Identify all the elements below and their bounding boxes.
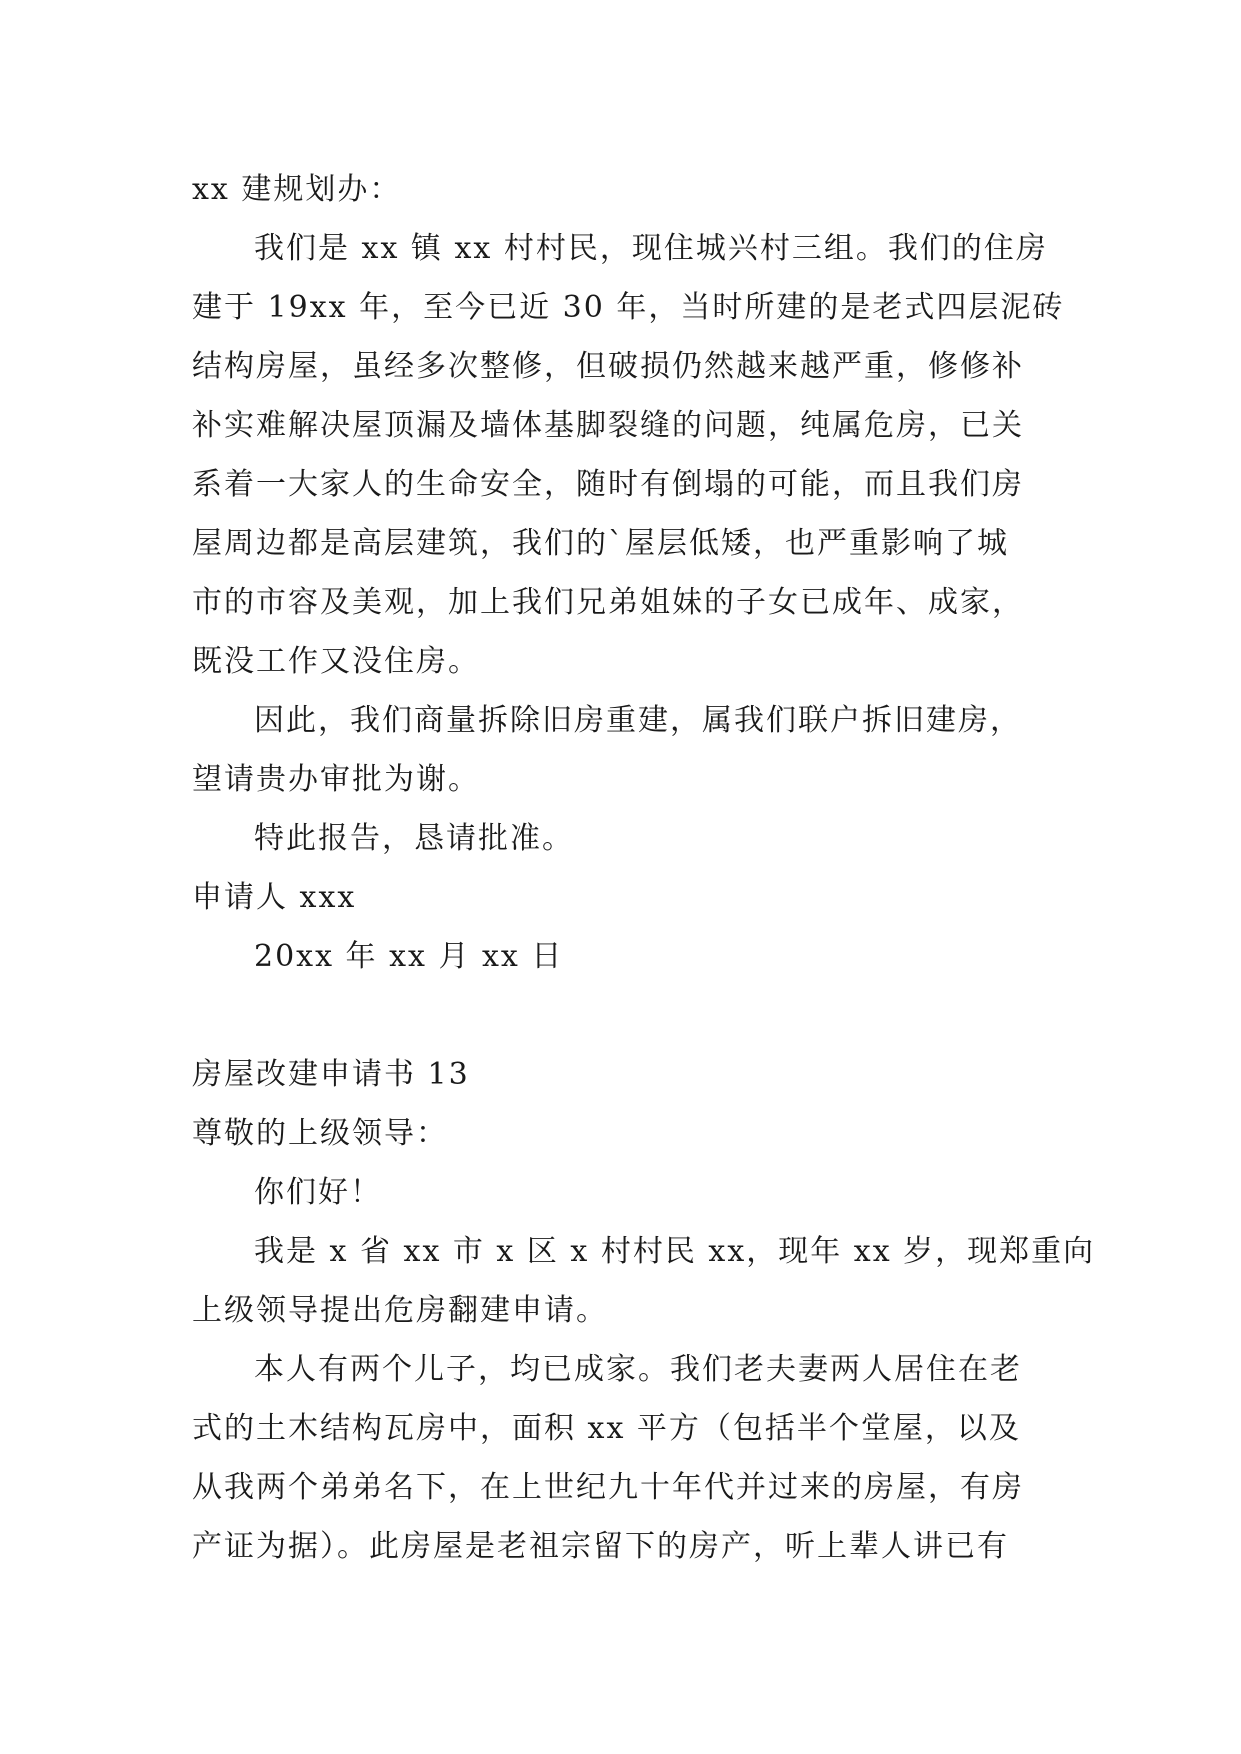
- letter2-p2-line: 产证为据）。此房屋是老祖宗留下的房产，听上辈人讲已有: [192, 1529, 1009, 1564]
- letter1-p1-line: 补实难解决屋顶漏及墙体基脚裂缝的问题，纯属危房，已关: [192, 408, 1024, 443]
- letter1-applicant: 申请人 xxx: [192, 880, 357, 915]
- letter1-p1-line: 结构房屋，虽经多次整修，但破损仍然越来越严重，修修补: [192, 349, 1024, 384]
- letter1-salutation: xx 建规划办：: [192, 172, 402, 207]
- letter2-greeting: 你们好！: [254, 1175, 382, 1210]
- letter2-title: 房屋改建申请书 13: [192, 1057, 470, 1092]
- letter2-p2-line: 本人有两个儿子，均已成家。我们老夫妻两人居住在老: [254, 1352, 1022, 1387]
- section-gap: [192, 986, 1072, 1045]
- letter2-salutation: 尊敬的上级领导：: [192, 1116, 448, 1151]
- letter2-p1-line: 我是 x 省 xx 市 x 区 x 村村民 xx，现年 xx 岁，现郑重向: [254, 1234, 1096, 1269]
- letter1-closing: 特此报告，恳请批准。: [254, 821, 574, 856]
- letter1-p1-line: 系着一大家人的生命安全，随时有倒塌的可能，而且我们房: [192, 467, 1024, 502]
- letter1-p1-line: 市的市容及美观，加上我们兄弟姐妹的子女已成年、成家，: [192, 585, 1024, 620]
- letter2-p1-line: 上级领导提出危房翻建申请。: [192, 1293, 608, 1328]
- letter1-date: 20xx 年 xx 月 xx 日: [254, 939, 564, 974]
- letter1-p1-line: 既没工作又没住房。: [192, 644, 480, 679]
- letter1-p2-line: 因此，我们商量拆除旧房重建，属我们联户拆旧建房，: [254, 703, 1022, 738]
- letter1-p1-line: 我们是 xx 镇 xx 村村民，现住城兴村三组。我们的住房: [254, 231, 1048, 266]
- document-body: [192, 160, 1096, 1576]
- letter1-p2-line: 望请贵办审批为谢。: [192, 762, 480, 797]
- letter1-p1-line: 建于 19xx 年，至今已近 30 年，当时所建的是老式四层泥砖: [192, 290, 1065, 325]
- letter1-p1-line: 屋周边都是高层建筑，我们的`屋层低矮，也严重影响了城: [192, 526, 1009, 561]
- letter2-p2-line: 从我两个弟弟名下，在上世纪九十年代并过来的房屋，有房: [192, 1470, 1024, 1505]
- letter2-p2-line: 式的土木结构瓦房中，面积 xx 平方（包括半个堂屋，以及: [192, 1411, 1021, 1446]
